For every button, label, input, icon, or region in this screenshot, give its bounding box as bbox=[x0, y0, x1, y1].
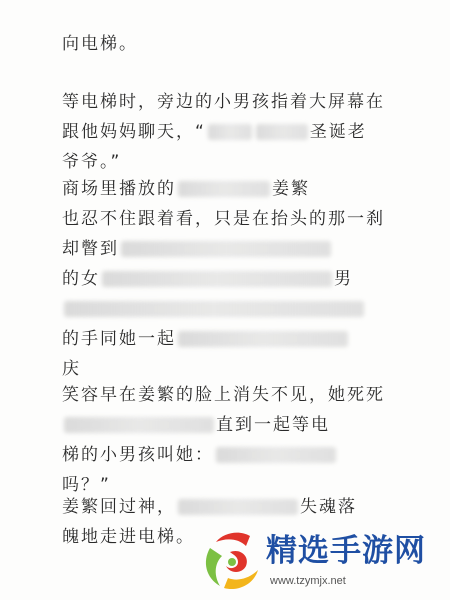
brand-url: www.tzymjx.net bbox=[270, 575, 346, 587]
text-fragment: 却瞥到 bbox=[62, 239, 119, 259]
text-line bbox=[62, 410, 392, 440]
text-line: 等电梯时，旁边的小男孩指着大屏幕在 bbox=[62, 92, 385, 112]
redacted-text bbox=[102, 271, 332, 287]
text-fragment: 男 bbox=[334, 269, 353, 289]
text-fragment: 圣诞老 bbox=[309, 122, 367, 142]
site-watermark bbox=[200, 528, 450, 600]
paragraph-4 bbox=[62, 380, 392, 500]
redacted-text bbox=[178, 331, 348, 347]
text-fragment: 梯的小男孩叫她： bbox=[62, 445, 214, 465]
paragraph-2 bbox=[62, 87, 392, 177]
text-line: 庆 bbox=[62, 359, 81, 379]
redacted-text bbox=[64, 301, 364, 317]
paragraph-1 bbox=[62, 29, 392, 59]
redacted-text bbox=[121, 241, 331, 257]
text-line: 也忍不住跟着看，只是在抬头的那一刹 bbox=[62, 209, 385, 229]
text-line: 笑容早在姜繁的脸上消失不见，她死死 bbox=[62, 385, 385, 405]
redacted-text bbox=[64, 417, 214, 433]
redacted-text bbox=[208, 124, 252, 140]
text-line bbox=[62, 174, 392, 204]
text-line: 爷爷。” bbox=[62, 152, 122, 172]
redacted-text bbox=[178, 499, 298, 515]
text-fragment: 直到一起等电 bbox=[216, 415, 330, 435]
redacted-text bbox=[256, 124, 308, 140]
text-line bbox=[62, 294, 392, 324]
text-line bbox=[62, 440, 392, 470]
text-line: 吗？” bbox=[62, 475, 111, 495]
text-fragment: 的手同她一起 bbox=[62, 329, 176, 349]
brand-name: 精选手游网 bbox=[266, 533, 426, 569]
text-fragment: 商场里播放的 bbox=[62, 179, 176, 199]
text-line bbox=[62, 117, 392, 147]
text-fragment: 的女 bbox=[62, 269, 100, 289]
redacted-text bbox=[216, 447, 336, 463]
text-fragment: 跟他妈妈聊天，“ bbox=[62, 122, 206, 142]
text-line bbox=[62, 234, 392, 264]
text-line: 向电梯。 bbox=[62, 34, 138, 54]
text-fragment: 姜繁回过神， bbox=[62, 497, 176, 517]
text-fragment: 姜繁 bbox=[272, 179, 310, 199]
text-line bbox=[62, 324, 392, 354]
text-line bbox=[62, 264, 392, 294]
swirl-logo-icon bbox=[200, 528, 262, 592]
redacted-text bbox=[178, 181, 270, 197]
paragraph-3 bbox=[62, 174, 392, 384]
text-line: 魄地走进电梯。 bbox=[62, 527, 195, 547]
text-line bbox=[62, 492, 392, 522]
text-fragment: 失魂落 bbox=[300, 497, 357, 517]
